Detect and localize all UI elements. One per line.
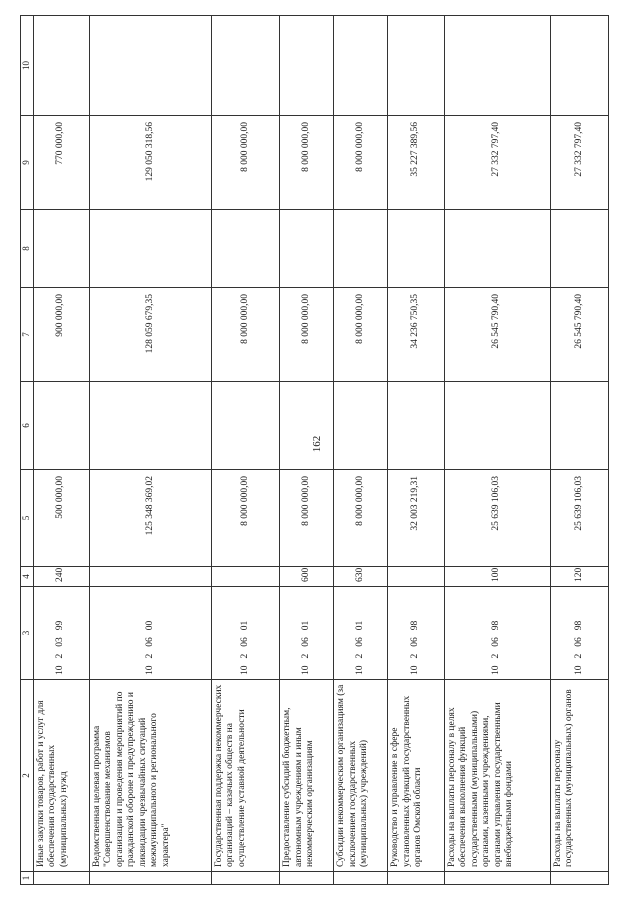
expense-type: 240 <box>33 567 89 587</box>
expense-code: 1020601 <box>334 587 388 680</box>
amount-col5: 500 000,00 <box>33 470 89 567</box>
amount-col9: 8 000 000,00 <box>334 116 388 210</box>
table-row <box>280 16 334 885</box>
amount-col5: 125 348 369,02 <box>89 470 211 567</box>
rotated-budget-table <box>20 16 609 885</box>
amount-col8 <box>89 210 211 288</box>
table-row <box>211 16 279 885</box>
amount-col7: 128 059 679,35 <box>89 288 211 382</box>
expense-name: Руководство и управление в сфере установленных функций государственных органов Омской области <box>388 680 444 872</box>
header-cell-3: 3 <box>21 587 34 680</box>
expense-name: Ведомственная целевая программа "Совершенствование механизмов организации и проведения мероприятий по гражданской обороне и предупреждению и ликвидации чрезвычайных ситуаций межмуниципального и регионального характера" <box>89 680 211 872</box>
expense-code: 1020601 <box>211 587 279 680</box>
expense-code: 1020698 <box>388 587 444 680</box>
page-number: 162 <box>311 435 323 453</box>
amount-col9: 35 227 389,56 <box>388 116 444 210</box>
table-row <box>550 16 608 885</box>
col1-cell <box>280 872 334 885</box>
amount-col6 <box>280 382 334 470</box>
amount-col8 <box>211 210 279 288</box>
amount-col10 <box>550 16 608 116</box>
header-cell-10: 10 <box>21 16 34 116</box>
amount-col6 <box>334 382 388 470</box>
expense-name: Расходы на выплаты персоналу государственных (муниципальных) органов <box>550 680 608 872</box>
expense-type: 600 <box>280 567 334 587</box>
amount-col7: 34 236 750,35 <box>388 288 444 382</box>
amount-col10 <box>33 16 89 116</box>
header-row <box>21 16 34 885</box>
amount-col6 <box>550 382 608 470</box>
amount-col10 <box>334 16 388 116</box>
amount-col6 <box>388 382 444 470</box>
col1-cell <box>388 872 444 885</box>
amount-col8 <box>33 210 89 288</box>
expense-type <box>388 567 444 587</box>
header-cell-6: 6 <box>21 382 34 470</box>
amount-col5: 8 000 000,00 <box>280 470 334 567</box>
amount-col9: 27 332 797,40 <box>444 116 550 210</box>
amount-col9: 27 332 797,40 <box>550 116 608 210</box>
header-cell-9: 9 <box>21 116 34 210</box>
amount-col10 <box>89 16 211 116</box>
amount-col10 <box>388 16 444 116</box>
col1-cell <box>444 872 550 885</box>
amount-col8 <box>444 210 550 288</box>
expense-code: 1020600 <box>89 587 211 680</box>
table-row <box>388 16 444 885</box>
amount-col5: 8 000 000,00 <box>211 470 279 567</box>
col1-cell <box>550 872 608 885</box>
col1-cell <box>211 872 279 885</box>
header-cell-1: 1 <box>21 872 34 885</box>
expense-type: 120 <box>550 567 608 587</box>
header-cell-5: 5 <box>21 470 34 567</box>
amount-col6 <box>33 382 89 470</box>
amount-col10 <box>211 16 279 116</box>
amount-col5: 8 000 000,00 <box>334 470 388 567</box>
amount-col7: 8 000 000,00 <box>280 288 334 382</box>
amount-col6 <box>211 382 279 470</box>
amount-col7: 8 000 000,00 <box>211 288 279 382</box>
amount-col7: 8 000 000,00 <box>334 288 388 382</box>
amount-col6 <box>89 382 211 470</box>
expense-code: 1020698 <box>550 587 608 680</box>
table-row <box>89 16 211 885</box>
col1-cell <box>334 872 388 885</box>
amount-col8 <box>388 210 444 288</box>
amount-col7: 900 000,00 <box>33 288 89 382</box>
expense-name: Субсидии некоммерческим организациям (за исключением государственных (муниципальных) учреждений) <box>334 680 388 872</box>
expense-type: 100 <box>444 567 550 587</box>
expense-code: 1020601 <box>280 587 334 680</box>
amount-col8 <box>334 210 388 288</box>
amount-col9: 770 000,00 <box>33 116 89 210</box>
expense-name: Предоставление субсидий бюджетным, автономным учреждениям и иным некоммерческим организациям <box>280 680 334 872</box>
header-cell-7: 7 <box>21 288 34 382</box>
expense-type <box>89 567 211 587</box>
header-cell-8: 8 <box>21 210 34 288</box>
expense-name: Расходы на выплаты персоналу в целях обеспечения выполнения функций государственными (муниципальными) органами, казенными учреждениями, органами управления государственными внебюджетными фондами <box>444 680 550 872</box>
amount-col7: 26 545 790,40 <box>444 288 550 382</box>
amount-col9: 129 050 318,56 <box>89 116 211 210</box>
expense-type: 630 <box>334 567 388 587</box>
expense-type <box>211 567 279 587</box>
amount-col10 <box>444 16 550 116</box>
table-row <box>334 16 388 885</box>
amount-col8 <box>550 210 608 288</box>
col1-cell <box>33 872 89 885</box>
expense-name: Иные закупки товаров, работ и услуг для обеспечения государственных (муниципальных) нужд <box>33 680 89 872</box>
amount-col5: 32 003 219,31 <box>388 470 444 567</box>
table-row <box>33 16 89 885</box>
expense-code: 1020698 <box>444 587 550 680</box>
expense-name: Государственная поддержка некоммерческих организаций – казачьих обществ на осуществление уставной деятельности <box>211 680 279 872</box>
amount-col9: 8 000 000,00 <box>280 116 334 210</box>
col1-cell <box>89 872 211 885</box>
budget-table <box>20 15 609 885</box>
amount-col7: 26 545 790,40 <box>550 288 608 382</box>
table-row <box>444 16 550 885</box>
amount-col9: 8 000 000,00 <box>211 116 279 210</box>
expense-code: 1020399 <box>33 587 89 680</box>
amount-col10 <box>280 16 334 116</box>
amount-col5: 25 639 106,03 <box>444 470 550 567</box>
amount-col6 <box>444 382 550 470</box>
amount-col5: 25 639 106,03 <box>550 470 608 567</box>
amount-col8 <box>280 210 334 288</box>
header-cell-2: 2 <box>21 680 34 872</box>
header-cell-4: 4 <box>21 567 34 587</box>
